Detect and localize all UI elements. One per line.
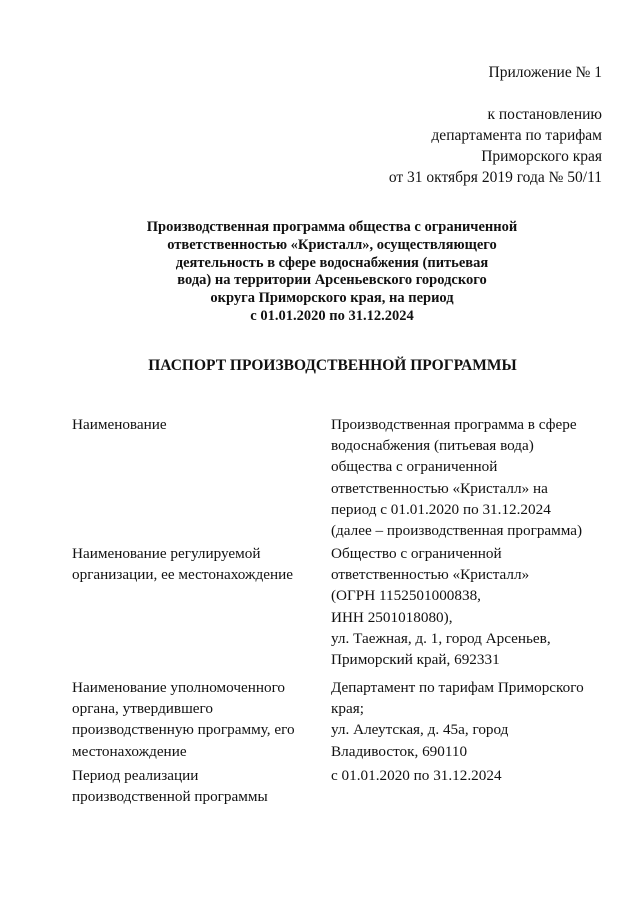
passport-heading: ПАСПОРТ ПРОИЗВОДСТВЕННОЙ ПРОГРАММЫ — [148, 357, 517, 374]
document-title — [110, 219, 554, 326]
value-line: ИНН 2501018080), — [331, 608, 453, 626]
title-line: округа Приморского края, на период — [210, 290, 454, 307]
value-line: ответственностью «Кристалл» на — [331, 479, 548, 497]
value-line: ответственностью «Кристалл» — [331, 566, 530, 584]
value-line: общества с ограниченной — [331, 458, 498, 476]
value-line: Производственная программа в сфере — [331, 416, 577, 433]
value-line: (далее – производственная программа) — [331, 522, 583, 540]
title-line: с 01.01.2020 по 31.12.2024 — [250, 307, 414, 324]
value-line: Владивосток, 690110 — [331, 742, 468, 760]
row-value — [331, 414, 611, 541]
value-line: с 01.01.2020 по 31.12.2024 — [331, 767, 502, 784]
value-line: водоснабжения (питьевая вода) — [331, 437, 534, 455]
appendix-line: от 31 октября 2019 года № 50/11 — [388, 169, 602, 186]
appendix-line: департамента по тарифам — [431, 127, 602, 144]
row-value — [331, 677, 611, 762]
value-line: края; — [331, 700, 364, 718]
label-line: органа, утвердившего — [72, 700, 213, 718]
row-label — [72, 414, 317, 435]
row-label — [72, 543, 317, 585]
value-line: ул. Алеутская, д. 45а, город — [331, 721, 509, 739]
label-line: организации, ее местонахождение — [72, 566, 293, 584]
label-line: производственной программы — [72, 788, 268, 806]
label-line: Наименование регулируемой — [72, 545, 261, 562]
value-line: Департамент по тарифам Приморского — [331, 679, 584, 696]
title-line: деятельность в сфере водоснабжения (питьевая — [175, 254, 489, 271]
label-line: производственную программу, его — [72, 721, 295, 739]
value-line: ул. Таежная, д. 1, город Арсеньев, — [331, 629, 551, 647]
row-label — [72, 677, 317, 762]
value-line: Общество с ограниченной — [331, 545, 502, 562]
value-line: (ОГРН 1152501000838, — [331, 587, 481, 605]
appendix-block — [362, 62, 602, 188]
label-line: местонахождение — [72, 742, 187, 760]
label-line: Наименование уполномоченного — [72, 679, 286, 696]
row-label — [72, 765, 317, 807]
appendix-line: к постановлению — [487, 106, 602, 123]
label-line: Наименование — [72, 416, 167, 433]
title-line: вода) на территории Арсеньевского городского — [177, 272, 487, 289]
appendix-line: Приморского края — [481, 148, 602, 165]
label-line: Период реализации — [72, 767, 199, 784]
row-value — [331, 543, 611, 670]
value-line: период с 01.01.2020 по 31.12.2024 — [331, 500, 551, 518]
title-line: ответственностью «Кристалл», осуществляющего — [167, 236, 497, 253]
row-value — [331, 765, 611, 786]
value-line: Приморский край, 692331 — [331, 651, 500, 669]
title-line: Производственная программа общества с ограниченной — [146, 219, 518, 235]
appendix-title: Приложение № 1 — [488, 64, 602, 81]
appendix-spacer — [362, 83, 602, 104]
